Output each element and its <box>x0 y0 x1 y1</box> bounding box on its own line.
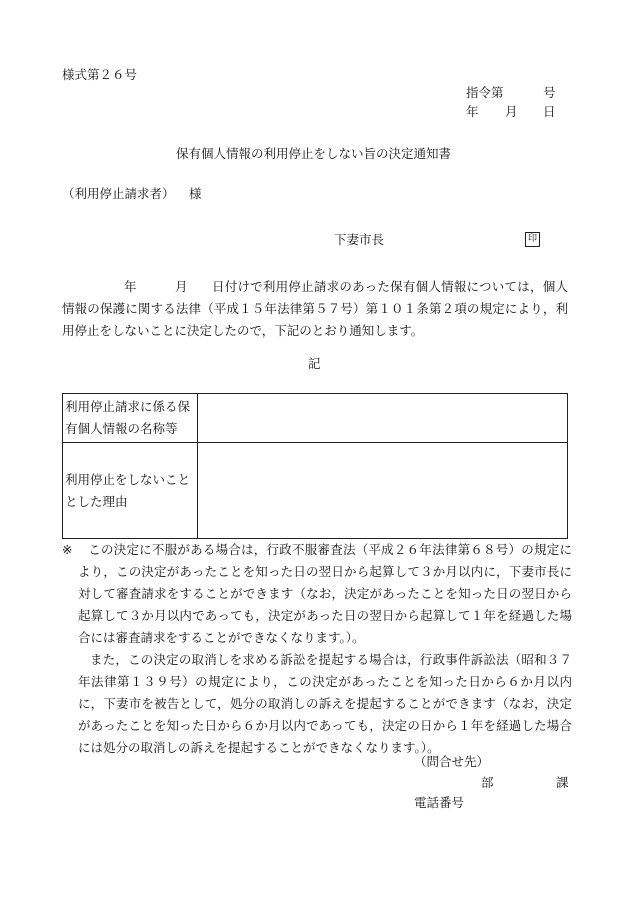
addressee-honorific: 様 <box>189 186 202 201</box>
note-text-2: また，この決定の取消しを求める訴訟を提起する場合は，行政事件訴訟法（昭和３７年法律第１３９号）の規定により，この決定があったことを知った日から６か月以内に，下妻市を被告として，処分の取消しの訴えを提起することができます（なお，決定があったことを知った日から６か月以内であっても，決定の日から１年を経過した場合には処分の取消しの訴えを提起することができなくなります。）。 <box>78 652 572 755</box>
table-value-cell <box>198 394 568 443</box>
addressee-placeholder: （利用停止請求者） <box>62 186 175 201</box>
document-title: 保有個人情報の利用停止をしない旨の決定通知書 <box>176 146 452 161</box>
table-value-cell <box>198 443 568 539</box>
contact-heading: （問合せ先） <box>414 754 490 769</box>
notes-section <box>62 539 572 759</box>
note-text-1: この決定に不服がある場合は，行政不服審査法（平成２６年法律第６８号）の規定により，この決定があったことを知った日の翌日から起算して３か月以内に，下妻市長に対して審査請求をすることができます（なお，決定があったことを知った日の翌日から起算して３か月以内であっても，決定があった日の翌日から起算して１年を経過した場合には審査請求をすることができなくなります。）。 <box>78 542 572 645</box>
table-row <box>63 394 568 443</box>
seal-mark: 印 <box>525 232 540 247</box>
date-year-label: 年 <box>466 104 479 119</box>
body-month-label: 月 <box>174 279 188 294</box>
body-text: 日付けで利用停止請求のあった保有個人情報については，個人情報の保護に関する法律（平成１５年法律第５７号）第１０１条第２項の規定により，利用停止をしないことに決定したので，下記のとおり通知します。 <box>62 279 568 338</box>
directive-number-suffix: 号 <box>543 85 556 100</box>
contact-department: 部 <box>481 775 494 790</box>
table-label-cell: 利用停止請求に係る保有個人情報の名称等 <box>63 394 198 443</box>
body-year-label: 年 <box>124 279 137 294</box>
form-number: 様式第２６号 <box>62 67 138 82</box>
table-row <box>63 443 568 539</box>
contact-section: 課 <box>556 775 569 790</box>
note-paragraph-1 <box>62 539 572 649</box>
table-label-cell: 利用停止をしないこととした理由 <box>63 443 198 539</box>
notice-body <box>62 276 568 342</box>
date-month-label: 月 <box>505 104 518 119</box>
ki-heading: 記 <box>308 356 321 371</box>
directive-number-prefix: 指令第 <box>466 85 504 100</box>
issuer-name: 下妻市長 <box>334 232 385 247</box>
note-paragraph-2 <box>62 649 572 759</box>
details-table <box>62 393 568 539</box>
note-mark: ※ <box>62 542 73 557</box>
date-day-label: 日 <box>543 104 556 119</box>
contact-phone-label: 電話番号 <box>414 795 465 810</box>
